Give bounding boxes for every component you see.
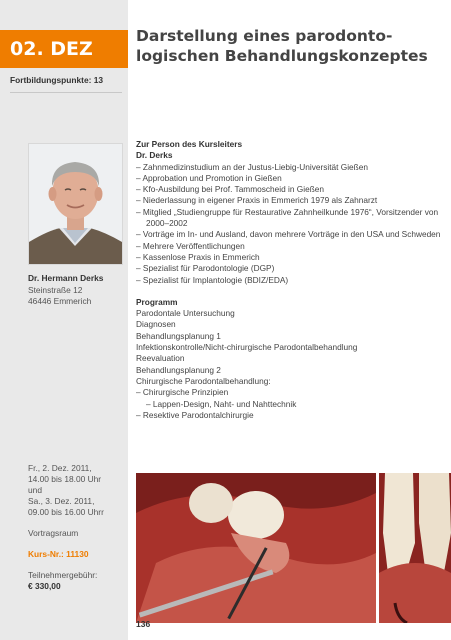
programm-item: Behandlungsplanung 2 [136,364,221,375]
fee-label: Teilnehmergebühr: [28,570,98,580]
programm-heading: Programm [136,296,178,307]
speaker-city: 46446 Emmerich [28,296,92,306]
date-label: 02. DEZ [10,38,93,60]
programm-item: Chirurgische Parodontalbehandlung: [136,375,271,386]
programm-sub-item: – Lappen-Design, Naht- und Nahttechnik [146,398,297,409]
date2-day: Sa., 3. Dez. 2011, [28,496,95,506]
cv-item: – Mitglied „Studiengruppe für Restaurative Zahnheilkunde 1976“, Vorsitzender von 2000–2002 [136,206,439,229]
cv-item: – Mehrere Veröffentlichungen [136,240,245,251]
programm-item: Reevaluation [136,353,185,364]
person-heading: Zur Person des Kursleiters [136,139,243,149]
cv-item: – Niederlassung in eigener Praxis in Emmerich 1979 als Zahnarzt [136,195,378,206]
course-number: Kurs-Nr.: 11130 [28,549,89,559]
programm-item: Diagnosen [136,319,176,330]
course-dates [28,463,124,592]
portrait-image [29,144,122,264]
cv-item: – Zahnmedizinstudium an der Justus-Liebig-Universität Gießen [136,161,368,172]
clinical-photo-2-image [379,473,451,623]
programm-item: Infektionskontrolle/Nicht-chirurgische Parodontalbehandlung [136,342,358,353]
speaker-street: Steinstraße 12 [28,284,83,295]
programm-item: Parodontale Untersuchung [136,308,235,319]
date-tab [0,30,128,68]
title-line-2: logischen Behandlungskonzeptes [136,47,428,65]
page-number: 136 [136,619,151,629]
main-content [136,139,446,421]
cv-item: – Vorträge im In- und Ausland, davon mehrere Vorträge in den USA und Schweden [136,229,441,240]
page-title [136,26,446,66]
clinical-photo-2 [379,473,451,623]
cv-item: – Approbation und Promotion in Gießen [136,172,282,183]
clinical-photo-1-image [136,473,376,623]
speaker-info [28,273,124,308]
cv-item: – Spezialist für Implantologie (BDIZ/EDA) [136,274,289,285]
programm-item: Behandlungsplanung 1 [136,330,221,341]
title-line-1: Darstellung eines parodonto- [136,27,393,45]
cv-item: – Kassenlose Praxis in Emmerich [136,251,260,262]
fortbildungspunkte: Fortbildungspunkte: 13 [10,75,122,93]
cv-item: – Kfo-Ausbildung bei Prof. Tammoscheid in Gießen [136,184,325,195]
fee-value: € 330,00 [28,581,61,591]
person-name: Dr. Derks [136,150,173,161]
date1-time: 14.00 bis 18.00 Uhr [28,474,102,484]
clinical-photo-1 [136,473,376,623]
date2-time: 09.00 bis 16.00 Uhrr [28,507,104,517]
room: Vortragsraum [28,528,79,538]
speaker-name: Dr. Hermann Derks [28,273,104,283]
date1-day: Fr., 2. Dez. 2011, [28,463,92,473]
date-und: und [28,485,42,495]
programm-sub-item: – Resektive Parodontalchirurgie [136,409,254,420]
cv-item: – Spezialist für Parodontologie (DGP) [136,263,275,274]
programm-sub-item: – Chirurgische Prinzipien [136,387,229,398]
speaker-portrait [28,143,123,265]
